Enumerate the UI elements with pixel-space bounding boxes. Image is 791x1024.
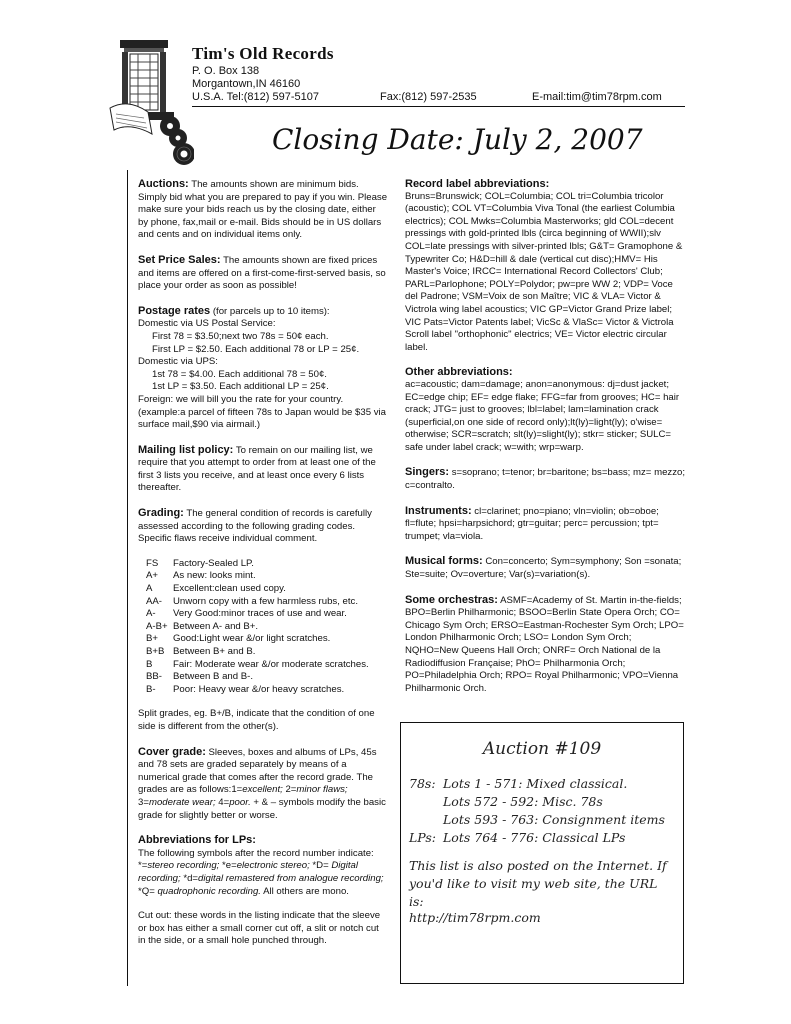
cover-t4: 4= (215, 796, 230, 808)
grade-code: A-B+ (146, 620, 168, 632)
grading-text: The general condition of records is carefully assessed according to the following grading codes. Specific flaws receive individual comment. (138, 508, 372, 545)
singers-heading: Singers: (405, 466, 450, 479)
cover-poor: poor. (229, 796, 251, 808)
singers-section (405, 466, 687, 492)
set-price-section (138, 254, 388, 293)
postage-line: Domestic via US Postal Service: (138, 318, 276, 330)
lot-line (409, 829, 665, 847)
cover-minor: minor flaws; (296, 784, 348, 796)
grade-desc: Fair: Moderate wear &/or moderate scratches. (173, 658, 369, 670)
grade-row (146, 608, 388, 621)
postage-line: 1st LP = $3.50. Each additional LP = 25¢. (152, 381, 329, 393)
logo-graphic (108, 38, 194, 168)
grade-code: B- (146, 683, 156, 695)
postage-line: Domestic via UPS: (138, 356, 218, 368)
forms-heading: Musical forms: (405, 555, 483, 568)
grade-code: B+ (146, 633, 159, 645)
lot-range: Lots 1 - 571: Mixed classical. (443, 776, 628, 791)
grade-row (146, 570, 388, 583)
abbrev-lp-text (138, 848, 388, 898)
abbrev-sym: *= (138, 860, 148, 872)
grade-desc: Between B+ and B. (173, 646, 256, 657)
abbrev-sym: *D= (309, 860, 332, 872)
lot-range: Lots 593 - 763: Consignment items (443, 812, 665, 827)
cover-text-2: + & – symbols modify the basic grade for slightly better or worse. (138, 796, 386, 821)
grade-code: BB- (146, 671, 162, 683)
logo-name: Tim's Old Records (192, 44, 334, 63)
grade-row (146, 621, 388, 634)
grade-desc: As new: looks mint. (173, 570, 256, 582)
mailing-text: To remain on our mailing list, we require that you attempt to order from at least one of the first 3 lists you receive, and at least once every 6 lists thereafter. (138, 444, 376, 494)
header-rule (192, 106, 685, 107)
auction-title: Auction #109 (482, 739, 602, 759)
cover-moderate: moderate wear; (148, 796, 216, 808)
orchestras-section (405, 594, 687, 696)
address-line-1: P. O. Box 138 (192, 65, 260, 77)
lot-line (409, 793, 665, 811)
abbrev-desc: Digital recording; (138, 860, 359, 884)
abbrev-sym: *Q= (138, 885, 158, 897)
grade-row (146, 659, 388, 672)
grade-code: A (146, 583, 153, 595)
postage-note: (for parcels up to 10 items): (212, 305, 330, 317)
auctions-section (138, 178, 388, 242)
lot-prefix: 78s: (409, 776, 436, 791)
abbrev-lp-heading-text: Abbreviations for LPs: (138, 834, 256, 847)
cover-text: Sleeves, boxes and albums of LPs, 45s and 78 sets are graded separately by means of a numerical grade that comes after the record grade. The grades are as follows:1= (138, 746, 377, 796)
grade-row (146, 633, 388, 646)
auctions-heading: Auctions: (138, 178, 189, 190)
forms-section (405, 555, 687, 581)
label-abbrev-heading: Record label abbreviations: (405, 178, 550, 190)
orchestras-text: ASMF=Academy of St. Martin in-the-fields; BPO=Berlin Philharmonic; BSOO=Berlin State Opera Orch; CO= Chicago Sym Orch; ERSO=Eastman-Rochester Sym Orch; LPO= London Philharmonic Orch; LSO= London Sym Orch; NQHO=New Queens Hall Orch; ONRF= Orch National de la Radiodiffusion Française; PhO= Philharmonia Orch; PO=Philadelphia Orch; RPO= Royal Philharmonic; VPO=Vienna Philharmonic Orch. (405, 594, 684, 694)
page-title: Closing Date: July 2, 2007 (272, 123, 643, 156)
lot-line (409, 775, 665, 793)
postage-line: First 78 = $3.50;next two 78s = 50¢ each. (152, 330, 329, 342)
abbrev-sym: All others are mono. (260, 885, 349, 897)
split-grades-text: Split grades, eg. B+/B, indicate that the condition of one side is different from the other(s). (138, 708, 375, 732)
other-abbrev-text: ac=acoustic; dam=damage; anon=anonymous: dj=dust jacket; EC=edge chip; EF= edge flake; FFG=far from grooves; HC= hair crack; JTG= just to grooves; lbl=label; lam=lamination crack (superficial,on one side of record only);lt(ly)=light(ly); o'wise= otherwise; SCR=scratch; slt(ly)=slight(ly); stkr= sticker; SULC= safe under label crack; w=with; wrp=warp. (405, 378, 680, 453)
cover-grade-section (138, 746, 388, 823)
grade-desc: Poor: Heavy wear &/or heavy scratches. (173, 683, 345, 695)
mailing-section (138, 444, 388, 495)
cover-excellent: excellent; (242, 784, 283, 796)
grade-table (138, 558, 388, 697)
abbrev-sym: *d= (180, 872, 199, 884)
cover-grade-heading: Cover grade: (138, 745, 206, 758)
orchestras-heading: Some orchestras: (405, 593, 498, 606)
abbrev-desc: digital remastered from analogue recording; (198, 872, 384, 884)
lot-range: Lots 764 - 776: Classical LPs (443, 830, 626, 845)
internet-note: This list is also posted on the Internet. If you'd like to visit my web site, the URL is: (409, 858, 667, 909)
grade-row (146, 646, 388, 659)
grade-code: B+B (146, 646, 165, 657)
instruments-heading: Instruments: (405, 504, 472, 517)
grade-row (146, 583, 388, 596)
postage-line: 1st 78 = $4.00. Each additional 78 = 50¢. (152, 368, 327, 380)
grade-desc: Very Good:minor traces of use and wear. (173, 608, 347, 620)
auctions-text: The amounts shown are minimum bids. Simply bid what you are prepared to pay if you win. Please make sure your bids reach us by the closing date, either by phone, fax,mail or e-mail. Bids should be in US dollars and cents and on individual items only. (138, 179, 388, 241)
grade-code: AA- (146, 595, 162, 607)
auction-box (400, 722, 684, 984)
abbrev-desc: quadrophonic recording. (157, 885, 261, 897)
grade-desc: Between B and B-. (173, 671, 253, 683)
grade-row (146, 671, 388, 684)
grade-desc: Unworn copy with a few harmless rubs, etc. (173, 595, 359, 607)
fax-number: Fax:(812) 597-2535 (380, 91, 477, 103)
right-column (405, 178, 687, 695)
grade-code: FS (146, 557, 159, 569)
grade-code: A+ (146, 570, 159, 582)
set-price-text: The amounts shown are fixed prices and items are offered on a first-come-first-served basis, so place your order as soon as possible! (138, 254, 386, 292)
grade-row (146, 684, 388, 697)
postage-heading: Postage rates (138, 304, 211, 317)
grading-heading: Grading: (138, 507, 184, 520)
other-abbrev-heading: Other abbreviations: (405, 366, 513, 379)
cover-t2: 2= (282, 784, 297, 796)
website-url[interactable]: http://tim78rpm.com (409, 910, 541, 925)
grade-desc: Good:Light wear &/or light scratches. (173, 633, 331, 645)
email-address: E-mail:tim@tim78rpm.com (532, 91, 662, 103)
abbrev-lp-heading (138, 834, 388, 848)
grade-row (146, 558, 388, 571)
instruments-section (405, 505, 687, 544)
postage-line: Foreign: we will bill you the rate for your country. (example:a parcel of fifteen 78s to Japan would be $35 via surface mail,$90 via airmail.) (138, 393, 386, 431)
lot-list (409, 775, 665, 847)
left-margin-rule (127, 170, 128, 986)
cover-t3: 3= (138, 796, 149, 808)
abbrev-sym: *e= (219, 860, 237, 872)
instruments-text: cl=clarinet; pno=piano; vln=violin; ob=oboe; fl=flute; hpsi=harpsichord; gtr=guitar; perc= percussion; tpt= trumpet; vla=viola. (405, 505, 659, 542)
postage-line: First LP = $2.50. Each additional 78 or LP = 25¢. (152, 343, 360, 355)
lot-line (409, 811, 665, 829)
address-line-3: U.S.A. Tel:(812) 597-5107 (192, 91, 319, 103)
grade-row (146, 596, 388, 609)
set-price-heading: Set Price Sales: (138, 253, 221, 266)
address-line-2: Morgantown,IN 46160 (192, 78, 301, 90)
lot-prefix: LPs: (409, 830, 437, 845)
grade-desc: Between A- and B+. (173, 620, 259, 632)
forms-text: Con=concerto; Sym=symphony; Son =sonata; Ste=suite; Ov=overture; Var(s)=variation(s). (405, 556, 682, 581)
left-column (138, 178, 388, 948)
lot-range: Lots 572 - 592: Misc. 78s (443, 794, 603, 809)
postage-section (138, 305, 388, 319)
grade-code: B (146, 658, 153, 670)
mailing-heading: Mailing list policy: (138, 443, 234, 456)
cutout-text: Cut out: these words in the listing indicate that the sleeve or box has either a small corner cut off, a slit or notch cut in the side, or a small hole punched through. (138, 910, 381, 947)
label-abbrev-text: Bruns=Brunswick; COL=Columbia; COL tri=Columbia tricolor (acoustic); COL VT=Columbia Viva Tonal (the earliest Columbia electrics); COL Mwks=Columbia Masterworks; gld COL=decent pressings with gold-printed lbls (circa beginning of WWII);slv COL=late pressings with silver-printed lbls; G&T= Gramophone & Typewriter Co; H&D=hill & dale (vertical cut disc);HMV= His Master's Voice; IRCC= International Record Collectors' Club; PARL=Parlophone; POLY=Polydor; pw=pre WW 2; VDP= Voce del Padrone; VSM=Voix de son Maître; VIC & VLA= Victor & Victrola wing label acoustics; VIC GP=Victor Grand Prize label; VIC Pats=Victor Patents label; VicSc & VlaSc= Victor & Victrola Scroll label "orthophonic" electrics; VE= Victor electric circular label. (405, 190, 683, 353)
singers-text: s=soprano; t=tenor; br=baritone; bs=bass; mz= mezzo; c=contralto. (405, 467, 685, 492)
grade-code: A- (146, 608, 156, 620)
abbrev-desc: electronic stereo; (236, 860, 310, 872)
abbrev-desc: stereo recording; (147, 860, 220, 872)
grade-desc: Factory-Sealed LP. (173, 557, 254, 569)
abbrev-lp-intro: The following symbols after the record number indicate: (138, 847, 374, 859)
grade-desc: Excellent:clean used copy. (173, 583, 286, 595)
grading-section (138, 507, 388, 546)
